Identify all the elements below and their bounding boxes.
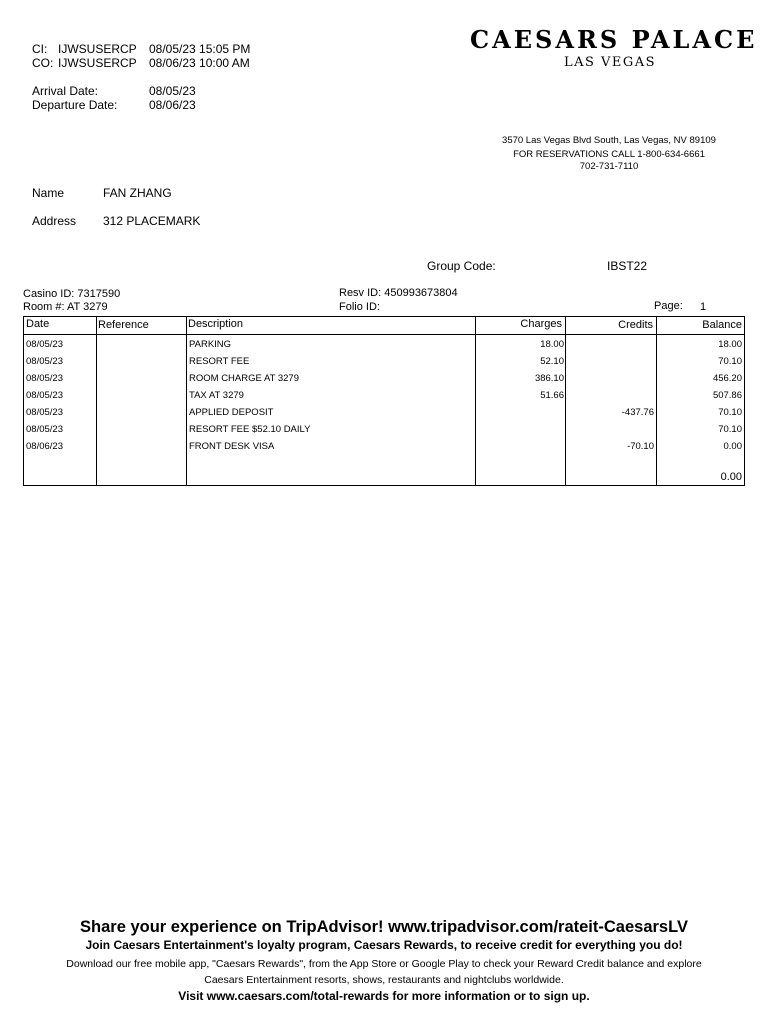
- row-balance: 18.00: [718, 339, 742, 350]
- row-description: APPLIED DEPOSIT: [189, 407, 274, 418]
- caesars-palace-logo: [470, 25, 758, 72]
- row-charges: 51.66: [540, 390, 564, 401]
- folio-rows: [24, 337, 744, 456]
- header-credits: Credits: [618, 319, 653, 331]
- room-number: Room #: AT 3279: [23, 301, 108, 313]
- row-date: 08/05/23: [26, 356, 63, 367]
- row-credits: -70.10: [627, 441, 654, 452]
- ci-time: 08/05/23 15:05 PM: [149, 42, 251, 56]
- row-balance: 0.00: [723, 441, 742, 452]
- row-description: PARKING: [189, 339, 232, 350]
- row-description: ROOM CHARGE AT 3279: [189, 373, 299, 384]
- row-credits: -437.76: [621, 407, 654, 418]
- table-row: [24, 405, 744, 422]
- address-label: Address: [32, 214, 77, 228]
- visit-website-line: Visit www.caesars.com/total-rewards for more information or to sign up.: [178, 989, 590, 1003]
- ci-label: CI:: [32, 42, 48, 56]
- folio-table: [23, 316, 745, 486]
- arrival-label: Arrival Date:: [32, 84, 99, 98]
- row-description: TAX AT 3279: [189, 390, 244, 401]
- table-row: [24, 371, 744, 388]
- folio-id: Folio ID:: [339, 301, 380, 313]
- hotel-phone: 702-731-7110: [579, 161, 639, 172]
- row-description: RESORT FEE $52.10 DAILY: [189, 424, 311, 435]
- row-balance: 70.10: [718, 356, 742, 367]
- row-date: 08/05/23: [26, 373, 63, 384]
- logo-main-text: CAESARS PALACE: [470, 25, 758, 54]
- departure-date: 08/06/23: [149, 98, 196, 112]
- ci-user: IJWSUSERCP: [58, 42, 137, 56]
- header-date: Date: [26, 318, 50, 330]
- row-charges: 386.10: [534, 373, 564, 384]
- app-download-line1: Download our free mobile app, "Caesars Rewards", from the App Store or Google Play to check your Reward Credit balance and explore: [66, 958, 702, 970]
- row-description: RESORT FEE: [189, 356, 250, 367]
- logo-sub-text: LAS VEGAS: [563, 55, 657, 70]
- co-user: IJWSUSERCP: [58, 56, 137, 70]
- row-date: 08/05/23: [26, 339, 63, 350]
- page-label: Page:: [654, 300, 683, 312]
- tripadvisor-line: Share your experience on TripAdvisor! www.tripadvisor.com/rateit-CaesarsLV: [80, 918, 688, 936]
- group-code-value: IBST22: [607, 259, 648, 273]
- row-date: 08/06/23: [26, 441, 63, 452]
- group-code-label: Group Code:: [427, 259, 496, 273]
- row-date: 08/05/23: [26, 390, 63, 401]
- row-date: 08/05/23: [26, 424, 63, 435]
- arrival-date: 08/05/23: [149, 84, 196, 98]
- reservations-line: FOR RESERVATIONS CALL 1-800-634-6661: [513, 149, 705, 160]
- casino-id: Casino ID: 7317590: [23, 288, 121, 300]
- row-balance: 507.86: [712, 390, 742, 401]
- name-label: Name: [32, 186, 65, 200]
- row-charges: 52.10: [540, 356, 564, 367]
- header-description: Description: [188, 318, 244, 330]
- table-row: [24, 439, 744, 456]
- row-date: 08/05/23: [26, 407, 63, 418]
- hotel-address: 3570 Las Vegas Blvd South, Las Vegas, NV 89109: [502, 135, 716, 146]
- departure-label: Departure Date:: [32, 98, 118, 112]
- table-row: [24, 337, 744, 354]
- app-download-text: [0, 956, 768, 988]
- rewards-line: Join Caesars Entertainment's loyalty program, Caesars Rewards, to receive credit for everything you do!: [85, 938, 683, 952]
- header-charges: Charges: [520, 318, 562, 330]
- app-download-line2: Caesars Entertainment resorts, shows, restaurants and nightclubs worldwide.: [204, 974, 564, 986]
- resv-id: Resv ID: 450993673804: [339, 287, 458, 299]
- table-row: [24, 354, 744, 371]
- co-time: 08/06/23 10:00 AM: [149, 56, 250, 70]
- row-balance: 70.10: [718, 424, 742, 435]
- table-row: [24, 422, 744, 439]
- row-description: FRONT DESK VISA: [189, 441, 275, 452]
- table-row: [24, 388, 744, 405]
- co-label: CO:: [32, 56, 54, 70]
- header-reference: Reference: [98, 319, 149, 331]
- guest-name: FAN ZHANG: [103, 186, 172, 200]
- header-divider: [24, 334, 744, 335]
- header-balance: Balance: [702, 319, 742, 331]
- row-balance: 70.10: [718, 407, 742, 418]
- guest-address: 312 PLACEMARK: [103, 214, 201, 228]
- row-charges: 18.00: [540, 339, 564, 350]
- total-balance: 0.00: [720, 471, 742, 483]
- row-balance: 456.20: [712, 373, 742, 384]
- page-number: 1: [700, 301, 707, 313]
